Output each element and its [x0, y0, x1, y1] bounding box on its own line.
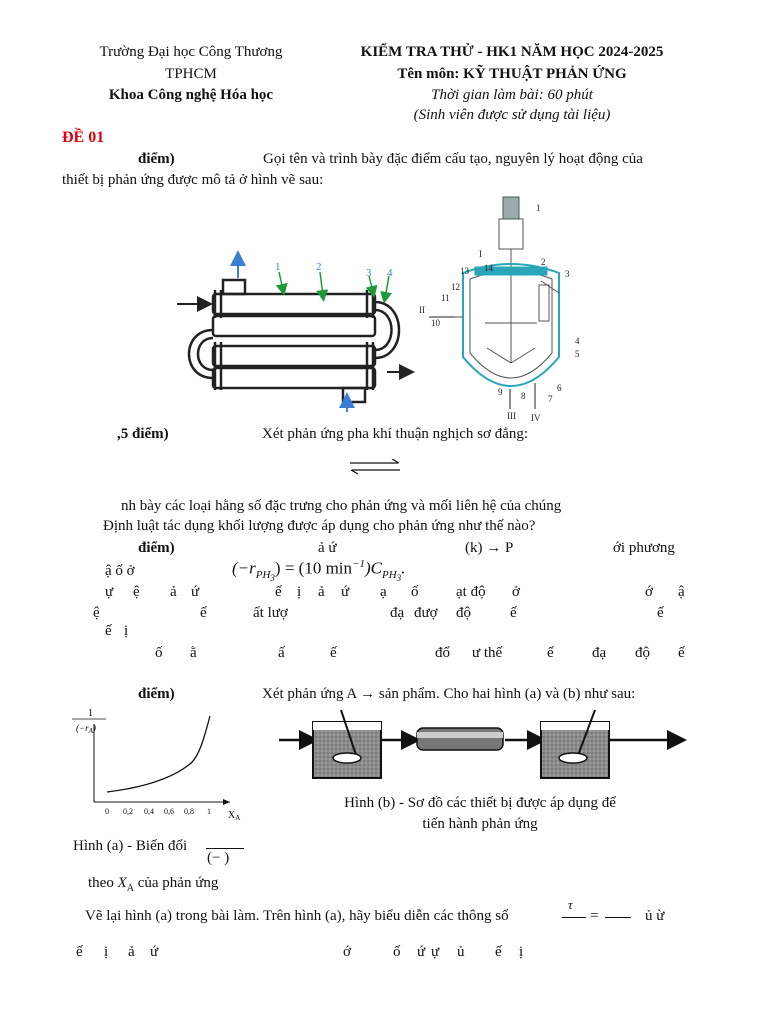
rate-c-sub3: 3	[396, 573, 402, 584]
frag: ị	[519, 944, 524, 960]
fig2-label-8: 8	[521, 391, 526, 401]
school-name: Trường Đại học Công Thương	[99, 44, 283, 60]
x-tick-3: 0,6	[164, 807, 174, 816]
caption-var-sub: A	[126, 883, 134, 894]
fig2-label-11: 11	[441, 293, 450, 303]
q4-points: điểm)	[138, 686, 175, 702]
q3-frag-end: ới phương	[613, 540, 675, 556]
equals-sign: =	[590, 908, 599, 924]
rate-law-equation: $(-r_{PH_3}) = (10$ $\min^{-1})C_{PH_3}$.	[232, 558, 406, 584]
exam-title: KIỂM TRA THỬ - HK1 NĂM HỌC 2024-2025	[360, 44, 664, 60]
q3-frag-line6	[0, 645, 768, 665]
frag: ứ	[191, 584, 200, 600]
fig2-label-II: II	[419, 305, 425, 315]
fig-b-caption-line1: Hình (b) - Sơ đồ các thiết bị được áp dụng để	[344, 795, 616, 811]
q2-text-line1: Xét phản ứng pha khí thuận nghịch sơ đẳng:	[262, 426, 529, 442]
frag: ấ	[278, 645, 285, 661]
x-tick-5: 1	[207, 807, 211, 816]
q1-text-line1: Gọi tên và trình bày đặc điểm cấu tạo, nguyên lý hoạt động của	[263, 151, 643, 167]
frag: ế	[495, 944, 502, 960]
q2-text-line2: nh bày các loại hằng số đặc trưng cho phản ứng và mối liên hệ của chúng	[121, 498, 562, 514]
y-label-denominator: $(-r_A)$	[76, 723, 96, 735]
q3-frag-k: (k) → P	[465, 540, 514, 556]
q4-text-line2: Vẽ lại hình (a) trong bài làm. Trên hình (a), hãy biểu diễn các thông số	[85, 908, 509, 924]
q4-frag-last-line	[0, 944, 768, 964]
fig1-label-3: 3	[366, 267, 372, 279]
frag: đượ	[414, 605, 438, 621]
figure-heat-exchanger	[175, 250, 415, 420]
frag: ệ	[93, 605, 100, 621]
frag: đạ	[592, 645, 607, 661]
figure-b-reactors	[275, 704, 687, 790]
caption-end: của phản ứng	[137, 875, 219, 891]
frag: ệ	[133, 584, 140, 600]
frag: ở	[512, 584, 520, 600]
frag: ế	[547, 645, 554, 661]
frag: ị	[124, 623, 129, 639]
rate-sub3: 3	[270, 573, 275, 584]
fig2-label-5: 5	[575, 349, 580, 359]
q2-text-line3: Định luật tác dụng khối lượng được áp dụng cho phản ứng như thế nào?	[103, 518, 536, 534]
frag: ứ	[417, 944, 426, 960]
frag: ớ	[343, 944, 351, 960]
x-tick-1: 0,2	[123, 807, 133, 816]
frag: ế	[510, 605, 517, 621]
x-tick-0: 0	[105, 807, 109, 816]
frag: ất lượ	[253, 605, 288, 621]
frag: ự	[105, 584, 114, 600]
fig2-label-III: III	[507, 411, 516, 421]
frag: ế	[657, 605, 664, 621]
frag: ị	[297, 584, 302, 600]
fig2-label-4: 4	[575, 336, 580, 346]
fig-b-caption-line2: tiến hành phản ứng	[422, 816, 538, 832]
caption-var: X	[117, 875, 127, 891]
frag: ố	[411, 584, 419, 600]
fig2-label-IV: IV	[531, 413, 541, 423]
frag: ạ	[380, 584, 387, 600]
frag: ả	[318, 584, 325, 600]
frag: ứ	[150, 944, 159, 960]
subject-name: Tên môn: KỸ THUẬT PHẢN ỨNG	[397, 66, 627, 82]
q3-points: điểm)	[138, 540, 175, 556]
fig2-label-2: 2	[541, 257, 546, 267]
rate-sup: −1	[352, 558, 365, 570]
fig2-label-I: I	[479, 249, 482, 259]
frag: ằ	[190, 645, 197, 661]
q3-frag-a: ả ứ	[318, 540, 337, 556]
fig-a-caption-fraction-bar	[206, 848, 244, 849]
frag: ế	[275, 584, 282, 600]
frag: ế	[678, 645, 685, 661]
q3-line2-frag: ậ ố ở	[105, 563, 135, 579]
x-axis-label: $X_A$	[228, 810, 241, 822]
frag: ả	[128, 944, 135, 960]
frag: ế	[200, 605, 207, 621]
frag: ủ	[457, 944, 465, 960]
caption-theo: theo	[88, 875, 114, 891]
frag: độ	[635, 645, 650, 661]
frag: ế	[76, 944, 83, 960]
tau-symbol: τ	[568, 897, 573, 912]
q4-text-line1: Xét phản ứng A → sản phẩm. Cho hai hình (a) và (b) như sau:	[262, 686, 636, 702]
fig2-label-3: 3	[565, 269, 570, 279]
frag: ự	[431, 944, 440, 960]
q3-frag-line3	[0, 584, 768, 604]
frag: đạ	[390, 605, 405, 621]
frag: độ	[456, 605, 471, 621]
x-tick-2: 0,4	[144, 807, 154, 816]
equilibrium-arrows	[346, 459, 404, 475]
frag: ố	[393, 944, 401, 960]
fig2-label-6: 6	[557, 383, 562, 393]
fig2-label-1: 1	[536, 203, 541, 213]
exam-code: ĐỀ 01	[62, 129, 105, 146]
exam-duration: Thời gian làm bài: 60 phút	[431, 87, 593, 103]
rate-sub: PH	[255, 569, 271, 582]
frag: ậ	[678, 584, 685, 600]
fig2-label-14: 14	[484, 263, 493, 273]
fig1-label-1: 1	[275, 261, 281, 273]
frag: ế	[330, 645, 337, 661]
rate-mid: ) = (10 min	[274, 558, 353, 578]
faculty-name: Khoa Công nghệ Hóa học	[108, 87, 274, 103]
y-label-numerator: 1	[88, 708, 93, 719]
fig2-label-12: 12	[451, 282, 460, 292]
figure-a-graph	[70, 702, 250, 826]
q1-text-line2: thiết bị phản ứng được mô tả ở hình vẽ sau:	[62, 172, 324, 188]
q3-frag-line4	[0, 605, 768, 625]
frag: ạt độ	[456, 584, 486, 600]
blank-fraction-bar	[605, 917, 631, 918]
frag: ố	[155, 645, 163, 661]
rate-c-sub: PH	[381, 569, 397, 582]
frag: ị	[104, 944, 109, 960]
frag: ứ	[341, 584, 350, 600]
x-tick-4: 0,8	[184, 807, 194, 816]
fig1-label-2: 2	[316, 261, 322, 273]
fig2-label-13: 13	[460, 266, 469, 276]
rate-c: )C	[364, 558, 382, 578]
tau-fraction-bar	[562, 917, 586, 918]
figure-stirred-tank-reactor	[415, 193, 585, 425]
exam-note: (Sinh viên được sử dụng tài liệu)	[413, 107, 611, 123]
fig2-label-7: 7	[548, 394, 553, 404]
frag: ư thế	[472, 645, 503, 661]
fig-a-caption-denominator: (− )	[207, 850, 230, 866]
rate-lhs: (−r	[232, 558, 256, 578]
frag: đổ	[435, 645, 450, 661]
q1-points: điểm)	[138, 151, 175, 167]
school-city: TPHCM	[165, 66, 217, 82]
frag: ả	[170, 584, 177, 600]
q4-text2-frag: ủ ừ	[645, 908, 665, 924]
curve	[107, 716, 210, 792]
frag: ớ	[645, 584, 653, 600]
fig-a-caption-line2	[88, 875, 218, 894]
fig2-label-10: 10	[431, 318, 440, 328]
q2-points: ,5 điểm)	[117, 426, 169, 442]
fig2-label-9: 9	[498, 387, 503, 397]
q3-frag-line5	[0, 623, 768, 643]
frag: ế	[105, 623, 112, 639]
fig1-label-4: 4	[387, 267, 393, 279]
fig-a-caption-line1: Hình (a) - Biến đổi	[73, 838, 188, 854]
